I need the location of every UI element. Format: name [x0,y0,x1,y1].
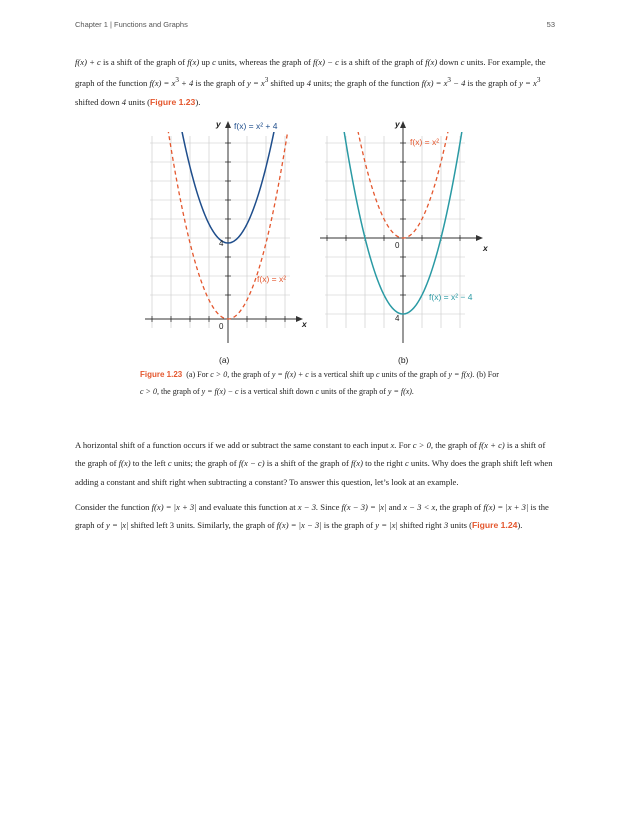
panel-b-y-arrow [400,121,406,128]
panel-b-dashed-label: f(x) = x² [410,137,440,147]
panel-a-solid-label: f(x) = x² + 4 [234,121,278,131]
figure-caption-label: Figure 1.23 [140,370,183,379]
figure-1-23-graphs [140,118,500,370]
paragraph-absolute-value-example: Consider the function f(x) = |x + 3| and evaluate this function at x − 3. Since f(x − 3) = |x| and x − 3 < x, the graph of f(x) = |x + 3| is the graph of y = |x| shifted left 3 units. Similarly, the graph of f(x) = |x − 3| is the graph of y = |x| shifted right 3 units (Figure 1.24). [75,502,549,531]
panel-a-y-arrow [225,121,231,128]
panel-a-caption-label: (a) [219,355,230,365]
panel-b-solid-label: f(x) = x² − 4 [429,292,473,302]
panel-a-y-label: y [216,119,221,129]
panel-b-x-arrow [476,235,483,241]
panel-a-x-label: x [302,319,307,329]
panel-a-tick-4-label: 4 [219,239,224,248]
page-number: 53 [546,20,555,29]
panel-b-caption-label: (b) [398,355,409,365]
figure-caption: Figure 1.23 (a) For c > 0, the graph of y = f(x) + c is a vertical shift up c units of the graph of y = f(x). (b) For c > 0, the graph of y = f(x) − c is a vertical shift down c units of the graph of y = f(x). [140,370,499,396]
panel-b-origin-label: 0 [395,241,400,250]
panel-b-y-label: y [395,119,400,129]
panel-a [145,119,308,343]
panel-a-dashed-label: f(x) = x² [257,274,287,284]
paragraph-vertical-shift: f(x) + c is a shift of the graph of f(x) up c units, whereas the graph of f(x) − c is a shift of the graph of f(x) down c units. For example, the graph of the function $f(x) = x^3 + 4$ is the graph of $y = x^3$ shifted up 4 units; the graph of the function $f(x) = x^3 - 4$ is the graph of $y = x^3$ shifted down 4 units (Figure 1.23). [75,57,546,107]
running-header-chapter: Chapter 1 | Functions and Graphs [75,20,188,29]
panel-b [320,119,489,343]
panel-a-origin-label: 0 [219,322,224,331]
paragraph-horizontal-shift: A horizontal shift of a function occurs if we add or subtract the same constant to each input x. For c > 0, the graph of f(x + c) is a shift of the graph of f(x) to the left c units; the graph of f(x − c) is a shift of the graph of f(x) to the right c units. Why does the graph shift left when adding a constant and shift right when subtracting a constant? To answer this question, let’s look at an example. [75,440,553,487]
panel-b-x-label: x [483,243,488,253]
figure-1-24-link[interactable]: Figure 1.24 [472,520,518,531]
panel-b-tick-4-label: 4 [395,314,400,323]
figure-1-23-link[interactable]: Figure 1.23 [149,96,196,107]
